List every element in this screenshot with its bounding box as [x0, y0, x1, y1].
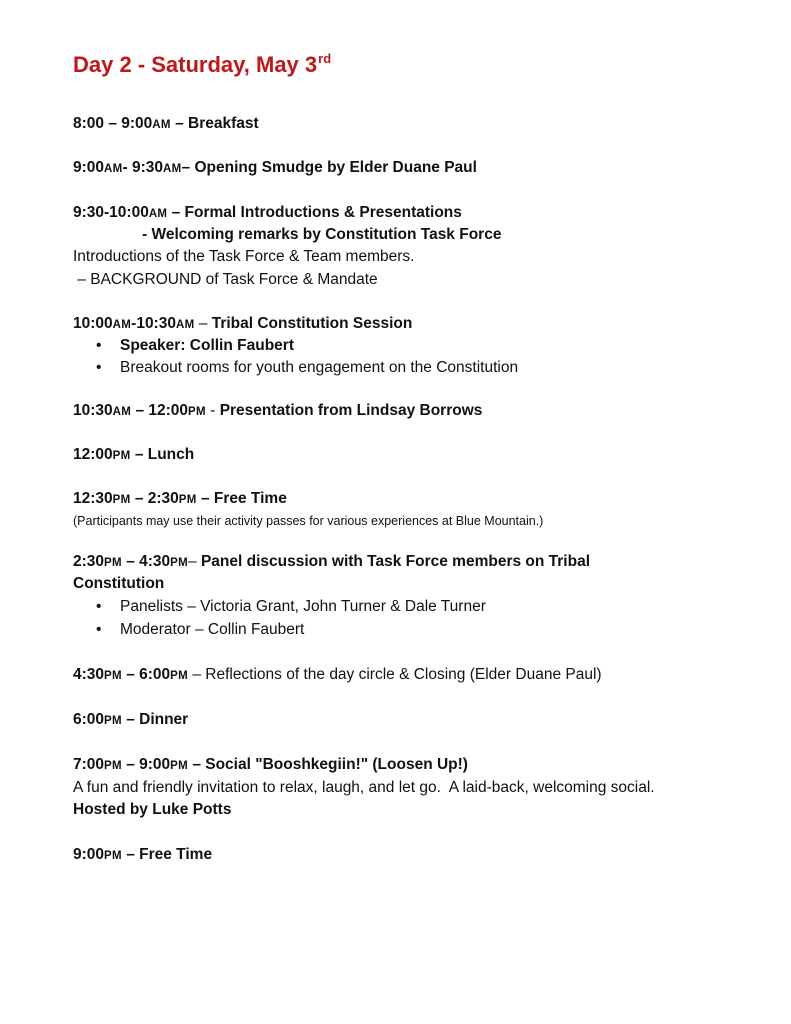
item-title: – Reflections of the day circle & Closing (Elder Duane Paul)	[188, 666, 602, 683]
item-panel-discussion	[73, 552, 590, 573]
meridiem: AM	[148, 208, 168, 220]
meridiem: AM	[163, 163, 182, 175]
meridiem: PM	[112, 450, 131, 462]
separator: –	[196, 490, 214, 507]
separator: –	[121, 711, 140, 728]
item-title: – Breakfast	[170, 115, 259, 132]
time: – 12:00	[131, 402, 189, 419]
meridiem: AM	[152, 119, 171, 131]
item-title: Dinner	[139, 711, 189, 728]
meridiem: AM	[104, 163, 123, 175]
item-dinner	[73, 710, 188, 731]
item-description: Introductions of the Task Force & Team members.	[73, 248, 415, 265]
meridiem: PM	[170, 557, 189, 569]
item-title: Panel discussion with Task Force members on Tribal	[200, 553, 591, 570]
item-title: Lunch	[147, 446, 195, 463]
title-superscript: rd	[318, 51, 332, 66]
time: 10:30	[73, 402, 113, 419]
separator: –	[188, 756, 206, 773]
item-opening-smudge	[73, 158, 477, 179]
separator: –	[194, 315, 212, 332]
time: - 9:30	[122, 159, 164, 176]
meridiem: PM	[104, 715, 122, 727]
bullet-icon: •	[96, 359, 102, 376]
item-title-continued: Constitution	[73, 575, 165, 592]
item-presentation	[73, 401, 482, 422]
meridiem: AM	[175, 319, 195, 331]
meridiem: PM	[104, 760, 122, 772]
time: 8:00 – 9:00	[73, 115, 153, 132]
time: – 9:00	[121, 756, 171, 773]
list-item: Moderator – Collin Faubert	[120, 621, 305, 638]
item-breakfast	[73, 114, 259, 135]
meridiem: PM	[104, 670, 122, 682]
meridiem: PM	[170, 760, 189, 772]
time: 9:30-10:00	[73, 204, 149, 221]
item-title: Free Time	[139, 846, 213, 863]
time: – 2:30	[130, 490, 179, 507]
time: 12:00	[73, 446, 113, 463]
page-title	[73, 52, 331, 78]
meridiem: PM	[170, 670, 189, 682]
time: 9:00	[73, 159, 105, 176]
item-note: (Participants may use their activity passes for various experiences at Blue Mountain.)	[73, 514, 544, 528]
time: 9:00	[73, 846, 105, 863]
item-tribal-constitution-session	[73, 314, 412, 335]
item-title: Presentation from Lindsay Borrows	[219, 402, 483, 419]
bullet-icon: •	[96, 621, 102, 638]
meridiem: PM	[104, 850, 122, 862]
time: 7:00	[73, 756, 105, 773]
meridiem: AM	[112, 406, 132, 418]
item-host: Hosted by Luke Potts	[73, 801, 232, 818]
meridiem: PM	[104, 557, 122, 569]
item-title: – Opening Smudge by Elder Duane Paul	[181, 159, 477, 176]
item-description: – BACKGROUND of Task Force & Mandate	[73, 271, 378, 288]
time: – 4:30	[121, 553, 171, 570]
item-title: Free Time	[213, 490, 287, 507]
item-formal-introductions	[73, 203, 462, 224]
item-title: Social "Booshkegiin!" (Loosen Up!)	[205, 756, 468, 773]
item-title: Tribal Constitution Session	[211, 315, 413, 332]
time: 2:30	[73, 553, 105, 570]
item-lunch	[73, 445, 194, 466]
bullet-icon: •	[96, 337, 102, 354]
meridiem: PM	[112, 494, 131, 506]
time: 12:30	[73, 490, 113, 507]
separator: -	[205, 402, 220, 419]
meridiem: AM	[112, 319, 132, 331]
bullet-icon: •	[96, 598, 102, 615]
item-subtitle: - Welcoming remarks by Constitution Task Force	[142, 226, 502, 243]
item-description: A fun and friendly invitation to relax, laugh, and let go. A laid-back, welcoming social.	[73, 779, 655, 796]
separator: –	[121, 846, 140, 863]
list-item: Breakout rooms for youth engagement on the Constitution	[120, 359, 519, 376]
item-reflections	[73, 665, 602, 686]
item-title: – Formal Introductions & Presentations	[167, 204, 462, 221]
time: 10:00	[73, 315, 113, 332]
item-free-time	[73, 489, 287, 510]
separator: –	[130, 446, 148, 463]
list-item: Speaker: Collin Faubert	[120, 337, 294, 354]
list-item: Panelists – Victoria Grant, John Turner & Dale Turner	[120, 598, 486, 615]
time: – 6:00	[121, 666, 171, 683]
title-text: Day 2 - Saturday, May 3	[73, 52, 318, 77]
time: 4:30	[73, 666, 105, 683]
item-evening-free-time	[73, 845, 212, 866]
separator: –	[188, 553, 201, 570]
time: -10:30	[131, 315, 176, 332]
meridiem: PM	[178, 494, 197, 506]
item-social	[73, 755, 468, 776]
meridiem: PM	[188, 406, 206, 418]
time: 6:00	[73, 711, 105, 728]
